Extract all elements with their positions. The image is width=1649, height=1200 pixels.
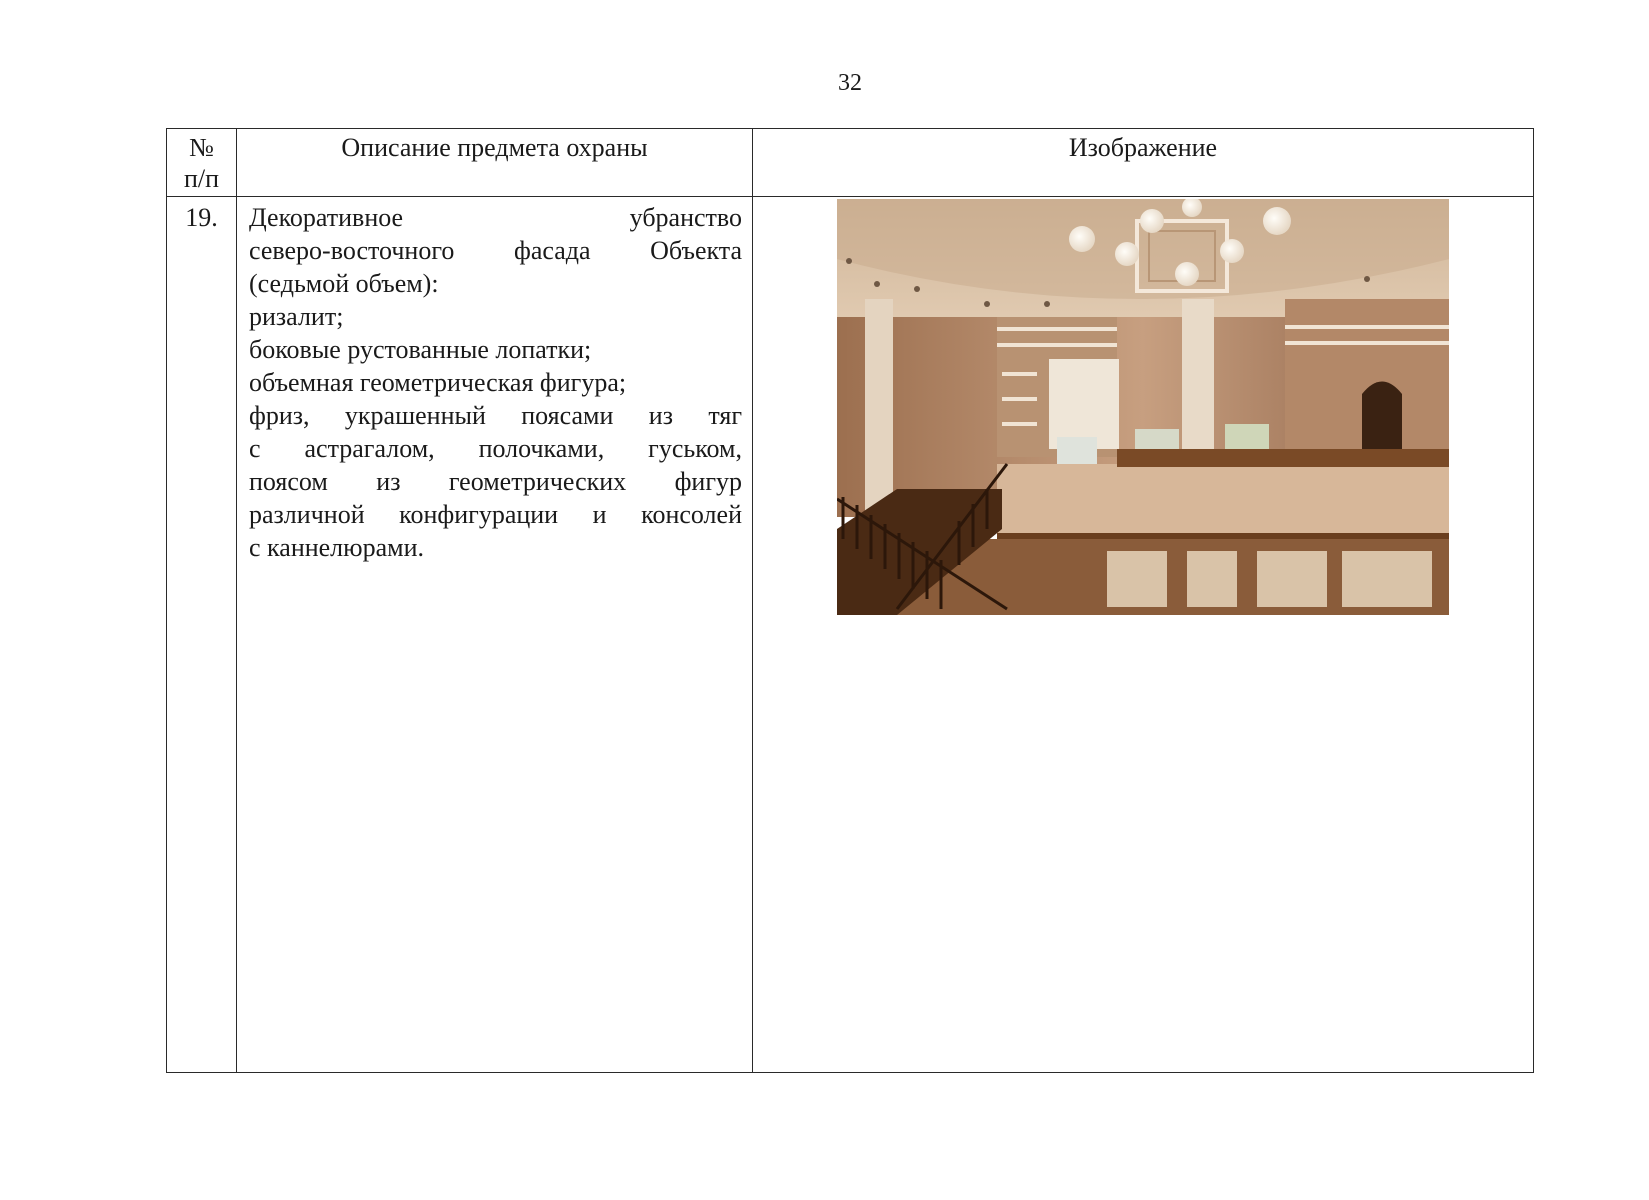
description-line: ризалит; bbox=[249, 302, 344, 331]
page-number: 32 bbox=[838, 70, 862, 96]
table-header-row bbox=[167, 129, 1534, 197]
description-line: различной конфигурации и консолей bbox=[249, 500, 742, 529]
header-image: Изображение bbox=[753, 129, 1534, 197]
description-line: Декоративное убранство bbox=[249, 203, 742, 232]
description-line: фриз, украшенный поясами из тяг bbox=[249, 401, 742, 430]
description-line: (седьмой объем): bbox=[249, 269, 439, 298]
row-description bbox=[237, 197, 753, 1073]
row-image bbox=[753, 197, 1534, 1073]
row-number: 19. bbox=[167, 197, 237, 1073]
header-number bbox=[167, 129, 237, 197]
description-line: объемная геометрическая фигура; bbox=[249, 368, 627, 397]
description-line: северо-восточного фасада Объекта bbox=[249, 236, 742, 265]
header-number-symbol: № bbox=[189, 133, 214, 162]
photo-column bbox=[1182, 299, 1214, 459]
header-number-abbr: п/п bbox=[183, 164, 220, 193]
protection-subject-table bbox=[166, 128, 1534, 1073]
description-line: поясом из геометрических фигур bbox=[249, 467, 742, 496]
photo-balcony bbox=[997, 464, 1449, 539]
table-row bbox=[167, 197, 1534, 1073]
description-line: боковые рустованные лопатки; bbox=[249, 335, 592, 364]
description-line: с астрагалом, полочками, гуськом, bbox=[249, 434, 742, 463]
interior-photo bbox=[837, 199, 1449, 615]
description-line: с каннелюрами. bbox=[249, 533, 424, 562]
header-description: Описание предмета охраны bbox=[237, 129, 753, 197]
